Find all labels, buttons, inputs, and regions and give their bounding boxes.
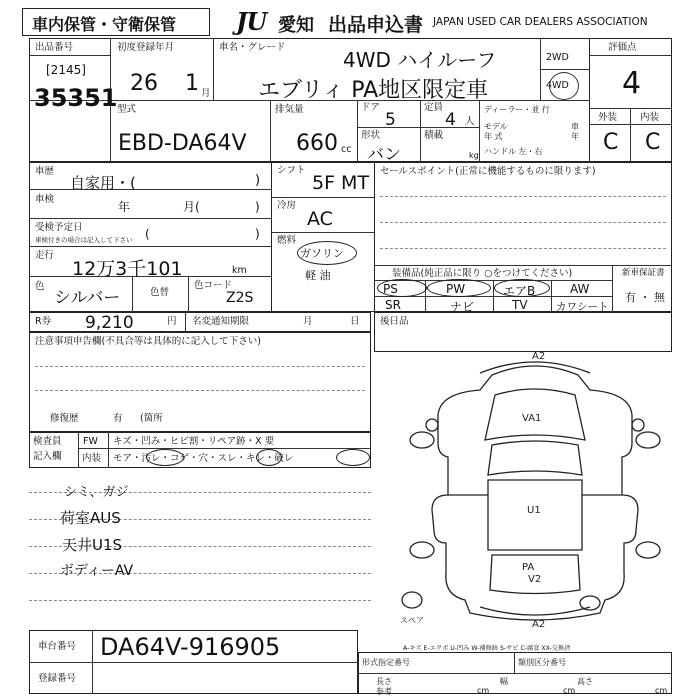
interior-score: C	[645, 130, 661, 155]
history-close: )	[255, 173, 261, 188]
inspection-label: 車検	[35, 194, 55, 205]
color-value: シルバー	[54, 288, 121, 308]
drive-4wd: 4WD	[546, 80, 569, 91]
exterior-score: C	[603, 130, 619, 155]
torn-circle	[336, 449, 370, 466]
handle-label: ハンドル 左・右	[484, 147, 543, 156]
registration-label: 初度登録年月	[117, 42, 175, 53]
equip-airbag-circle	[494, 279, 550, 297]
note-line-1: シミ、ガジ	[64, 485, 129, 500]
wheel-rear-left	[410, 542, 434, 558]
fuel-label: 燃料	[277, 235, 297, 246]
displacement-value: 660	[296, 131, 338, 156]
score-label: 評価点	[608, 42, 637, 53]
name-change-day: 日	[350, 316, 360, 327]
equip-sr: SR	[385, 298, 401, 312]
mileage-value: 12万3千101	[72, 258, 183, 280]
color-change-label: 色替	[150, 287, 170, 298]
width-label: 幅	[500, 677, 508, 686]
stain-circle	[146, 449, 184, 466]
mark-rear: A2	[532, 619, 546, 630]
seats-unit: 人	[465, 116, 475, 127]
lot-sub: [2145]	[46, 63, 86, 77]
accept-label: 受検予定日	[35, 222, 83, 233]
inspector-row1: キズ・凹み・ヒビ割・リペア跡・X 要	[113, 436, 275, 447]
load-label: 積載	[424, 130, 444, 141]
inspector-row2: モア・汚レ・コゲ・穴・スレ・キレ・破レ	[113, 453, 294, 464]
repair-place: (箇所	[140, 413, 163, 424]
doors-value: 5	[385, 110, 396, 130]
car-name: エブリィ PA地区限定車	[258, 78, 489, 103]
rear-items-label: 後日品	[380, 316, 409, 327]
fuel-gasoline: ガソリン	[300, 247, 344, 260]
car-label: 車名・グレード	[219, 42, 286, 53]
accept-note: 車検付きの場合は記入して下さい	[35, 236, 133, 244]
shape-label: 形状	[361, 130, 381, 141]
seats-value: 4	[445, 110, 456, 130]
ju-logo: JU	[236, 7, 267, 36]
mirror-left	[426, 419, 438, 431]
year-label: 年 式	[484, 132, 503, 141]
rear-bumper	[480, 607, 590, 615]
model-year-label: モデル	[484, 122, 508, 131]
plate-label: 登録番号	[38, 673, 77, 684]
inspection-month: 月(	[183, 200, 200, 214]
registration-month: 1	[185, 71, 199, 96]
reference-label: 参考	[376, 687, 392, 696]
equip-aw: AW	[570, 282, 590, 296]
car-grade: 4WD ハイルーフ	[343, 48, 497, 72]
note-line-2: 荷室AUS	[60, 509, 121, 527]
mirror-right	[632, 419, 644, 431]
length-label: 長さ	[376, 677, 392, 686]
registration-month-unit: 月	[201, 88, 211, 99]
dealer-unit-year: 年	[571, 132, 579, 141]
note-line-3: 天井U1S	[62, 536, 123, 554]
name-change-label: 名変通知期限	[192, 316, 250, 327]
displacement-label: 排気量	[275, 104, 304, 115]
recycle-unit: 円	[167, 316, 177, 327]
accept-open: (	[145, 227, 150, 241]
load-unit: kg	[469, 151, 479, 160]
type-number-label: 形式指定番号	[362, 658, 410, 667]
history-label: 車歴	[35, 166, 55, 177]
inspection-close: )	[255, 200, 260, 214]
wheel-rear-right	[636, 542, 660, 558]
equip-navi: ナビ	[450, 300, 475, 314]
form-title: 出品申込書	[328, 14, 424, 36]
name-change-month: 月	[303, 316, 313, 327]
mark-hood: VA1	[522, 413, 542, 424]
height-label: 高さ	[577, 677, 593, 686]
windshield-outline	[488, 441, 582, 475]
color-label: 色	[35, 281, 45, 292]
wheel-front-left	[410, 432, 434, 448]
mark-rear-v2: V2	[528, 574, 542, 585]
equip-airbag: エアB	[503, 284, 536, 298]
equip-ps: PS	[383, 282, 398, 296]
height-unit: cm	[655, 686, 668, 695]
mark-roof: U1	[527, 505, 541, 516]
score-value: 4	[622, 66, 642, 101]
lot-number: 35351	[34, 84, 118, 112]
equip-pw: PW	[446, 282, 466, 296]
aircon-label: 冷房	[277, 200, 297, 211]
doors-label: ドア	[361, 102, 380, 113]
wheel-front-right	[636, 432, 660, 448]
accept-close: )	[255, 227, 260, 241]
dealer-unit-car: 車	[571, 122, 579, 131]
front-bumper	[480, 362, 590, 373]
inspector-label-2: 記入欄	[33, 451, 62, 462]
history-value: 自家用・(	[70, 174, 136, 192]
fuel-gasoline-circle	[297, 241, 357, 265]
shape-value: バン	[367, 145, 401, 165]
class-number-label: 類別区分番号	[518, 658, 566, 667]
seats-label: 定員	[424, 102, 444, 113]
car-diagram	[400, 345, 670, 635]
model-label: 型式	[117, 104, 137, 115]
lot-label: 出品番号	[35, 42, 74, 53]
drive-4wd-circle	[549, 72, 579, 100]
displacement-unit: cc	[341, 144, 352, 155]
equip-seat: カワシート	[556, 301, 609, 313]
exterior-label: 外装	[598, 112, 618, 123]
association-name: JAPAN USED CAR DEALERS ASSOCIATION	[433, 16, 648, 28]
mileage-label: 走行	[35, 250, 55, 261]
mark-rear-pa: PA	[522, 562, 535, 573]
equip-ps-circle	[377, 279, 427, 297]
shift-value: 5F MT	[312, 172, 370, 194]
aircon-value: AC	[307, 208, 333, 230]
spare-tire-right	[580, 596, 600, 610]
inspection-year: 年	[118, 200, 131, 214]
recycle-label: R券	[35, 316, 52, 327]
equip-pw-circle	[427, 279, 491, 297]
inspector-interior: 内装	[82, 453, 102, 464]
inspector-fw: FW	[83, 436, 98, 447]
chassis-label: 車台番号	[38, 641, 77, 652]
warranty-label: 新車保証書	[622, 268, 665, 278]
spare-label: スペア	[400, 616, 424, 625]
notes-label: 注意事項申告欄(不具合等は具体的に記入して下さい)	[35, 336, 261, 347]
org-name: 愛知	[278, 15, 314, 36]
mileage-unit: km	[232, 265, 247, 276]
paint-code: Z2S	[226, 290, 254, 306]
dealer-label: ディーラー・並 行	[484, 105, 550, 114]
length-unit: cm	[477, 686, 490, 695]
fuel-diesel: 軽 油	[305, 269, 331, 282]
wear-circle	[256, 449, 282, 466]
repair-label: 修復歴	[50, 413, 79, 424]
sales-point-label: セールスポイント(正常に機能するものに限ります)	[380, 166, 596, 177]
note-line-4: ボディーAV	[60, 563, 134, 579]
chassis-number: DA64V-916905	[100, 633, 281, 661]
width-unit: cm	[563, 686, 576, 695]
registration-year: 26	[130, 71, 158, 96]
paint-code-label: 色コード	[194, 280, 233, 291]
model-value: EBD-DA64V	[118, 131, 247, 156]
inspector-label: 検査員	[33, 436, 62, 447]
equip-tv: TV	[512, 298, 528, 312]
warranty-opt: 有 ・ 無	[625, 291, 665, 304]
notes-box	[29, 332, 371, 432]
storage-title: 車内保管・守衛保管	[32, 15, 177, 34]
mark-front: A2	[532, 351, 546, 362]
shift-label: シフト	[277, 165, 306, 176]
recycle-value: 9,210	[85, 313, 134, 333]
spare-tire	[402, 592, 422, 608]
interior-label: 内装	[640, 112, 660, 123]
drive-2wd: 2WD	[546, 52, 569, 63]
repair-value: 有	[113, 413, 123, 424]
equipment-label: 装備品(純正品に限り ○をつけてください)	[392, 268, 573, 279]
damage-legend: A-キズ E-エクボ U-凹み W-補修跡 S-サビ C-腐食 XX-交換済	[403, 645, 571, 652]
